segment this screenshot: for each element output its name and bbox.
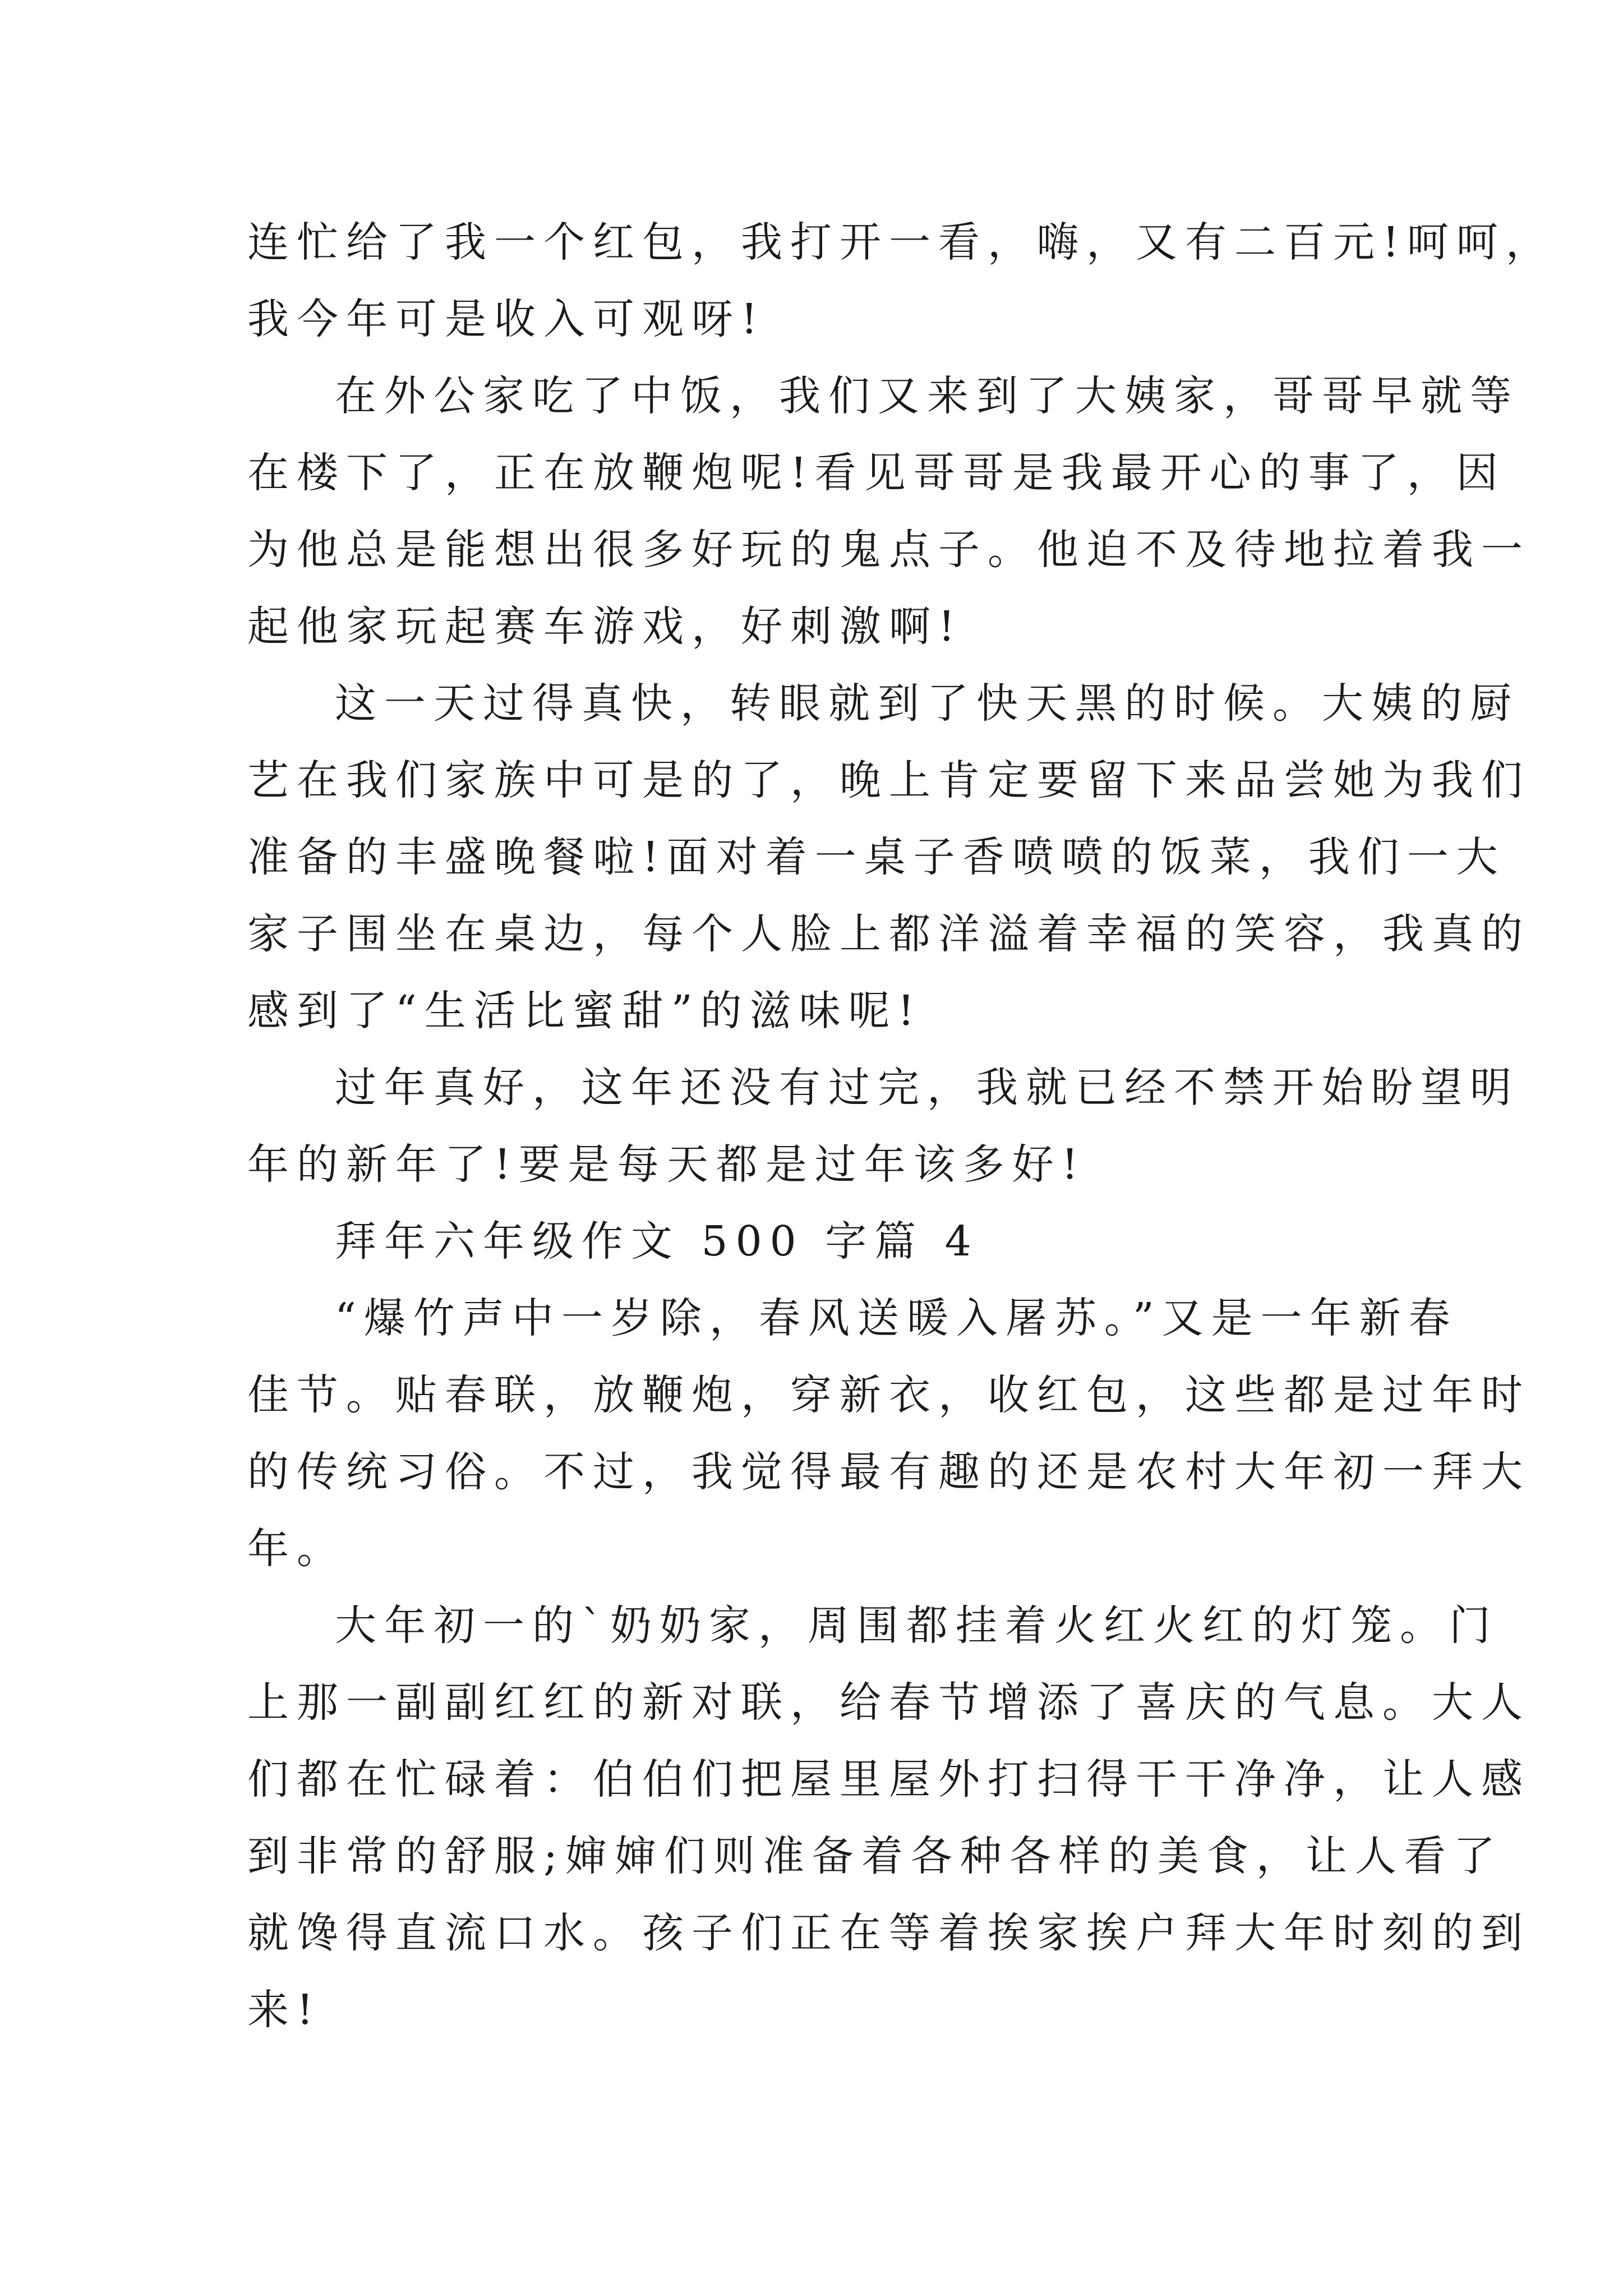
paragraph-first-line: 过年真好，这年还没有过完，我就已经不禁开始盼望明	[335, 1064, 1519, 1112]
paragraph-first-line: “爆竹声中一岁除，春风送暖入屠苏。”又是一年新春	[335, 1294, 1458, 1342]
text-line: 在楼下了，正在放鞭炮呢!看见哥哥是我最开心的事了，因	[247, 449, 1506, 497]
text-line: 来!	[247, 1986, 321, 2034]
text-line: 连忙给了我一个红包，我打开一看，嗨，又有二百元!呵呵，	[247, 218, 1555, 266]
text-line: 年的新年了!要是每天都是过年该多好!	[247, 1140, 1086, 1189]
text-line: 艺在我们家族中可是的了，晚上肯定要留下来品尝她为我们	[247, 756, 1530, 804]
section-heading: 拜年六年级作文 500 字篇 4	[335, 1217, 979, 1266]
text-line: 年。	[247, 1525, 346, 1573]
text-line: 上那一副副红红的新对联，给春节增添了喜庆的气息。大人	[247, 1678, 1530, 1727]
text-line: 们都在忙碌着：伯伯们把屋里屋外打扫得干干净净，让人感	[247, 1755, 1530, 1803]
text-line: 感到了“生活比蜜甜”的滋味呢!	[247, 987, 923, 1035]
paragraph-first-line: 大年初一的`奶奶家，周围都挂着火红火红的灯笼。门	[335, 1602, 1498, 1650]
paragraph-first-line: 在外公家吃了中饭，我们又来到了大姨家，哥哥早就等	[335, 372, 1519, 420]
text-line: 就馋得直流口水。孩子们正在等着挨家挨户拜大年时刻的到	[247, 1909, 1530, 1957]
text-line: 准备的丰盛晚餐啦!面对着一桌子香喷喷的饭菜，我们一大	[247, 833, 1506, 881]
text-line: 的传统习俗。不过，我觉得最有趣的还是农村大年初一拜大	[247, 1448, 1530, 1496]
text-line: 为他总是能想出很多好玩的鬼点子。他迫不及待地拉着我一	[247, 526, 1530, 574]
paragraph-first-line: 这一天过得真快，转眼就到了快天黑的时候。大姨的厨	[335, 679, 1519, 728]
text-line: 家子围坐在桌边，每个人脸上都洋溢着幸福的笑容，我真的	[247, 910, 1530, 958]
text-line: 起他家玩起赛车游戏，好刺激啊!	[247, 602, 963, 651]
text-line: 我今年可是收入可观呀!	[247, 295, 766, 343]
text-line: 佳节。贴春联，放鞭炮，穿新衣，收红包，这些都是过年时	[247, 1371, 1530, 1419]
text-line: 到非常的舒服;婶婶们则准备着各种各样的美食，让人看了	[247, 1832, 1503, 1880]
